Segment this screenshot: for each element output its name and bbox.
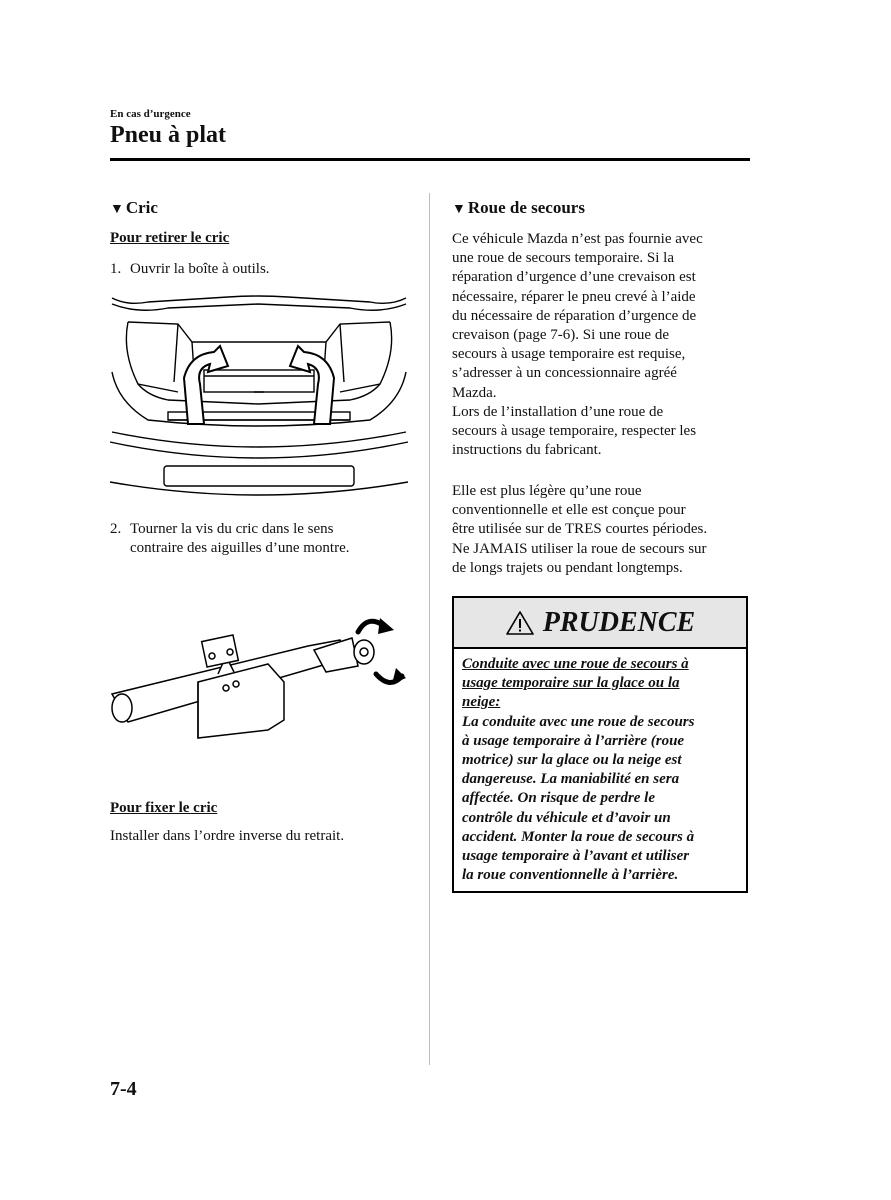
- step-1: 1. Ouvrir la boîte à outils.: [110, 261, 270, 277]
- caution-subtitle-line: usage temporaire sur la glace ou la: [462, 675, 680, 692]
- warning-triangle-icon: [505, 610, 535, 636]
- caution-subtitle-line: neige:: [462, 694, 501, 711]
- caution-header: [454, 598, 746, 649]
- page-number: 7-4: [110, 1078, 137, 1100]
- caution-subtitle-line: Conduite avec une roue de secours à: [462, 656, 689, 672]
- section-label: En cas d’urgence: [110, 108, 191, 120]
- spare-wheel-paragraph-1: Ce véhicule Mazda n’est pas fournie avec une roue de secours temporaire. Si la réparation d’urgence d’une crevaison est nécessaire, réparer le pneu crevé à l’aide du nécessaire de réparation d’urgence de crevaison (page 7-6). Si une roue de secours à usage temporaire est requise, s’adresser à un concessionnaire agréé Mazda. Lors de l’installation d’une roue de secours à usage temporaire, respecter les instructions du fabricant.: [452, 231, 703, 459]
- remove-jack-subheading: Pour retirer le cric: [110, 230, 230, 246]
- triangle-down-icon: ▼: [110, 202, 124, 217]
- column-divider: [429, 193, 430, 1065]
- spare-wheel-heading: ▼ Roue de secours: [452, 198, 585, 217]
- fix-jack-subheading: Pour fixer le cric: [110, 800, 218, 816]
- step-2: 2. Tourner la vis du cric dans le sens contraire des aiguilles d’une montre.: [110, 521, 350, 557]
- caution-box: [452, 596, 748, 893]
- caution-title: PRUDENCE: [542, 606, 696, 638]
- caution-body: Conduite avec une roue de secours à usage temporaire sur la glace ou la neige: La conduite avec une roue de secours à usage temporaire à l’arrière (roue motrice) sur la glace ou la neige est dangereuse. La maniabilité en sera affectée. On risque de perdre le contrôle du véhicule et d’avoir un accident. Monter la roue de secours à usage temporaire à l’avant et utiliser la roue conventionnelle à l’arrière.: [454, 649, 746, 885]
- trunk-toolbox-illustration: [108, 292, 410, 502]
- spare-wheel-paragraph-2: Elle est plus légère qu’une roue conventionnelle et elle est conçue pour être utilisée sur de TRES courtes périodes. Ne JAMAIS utiliser la roue de secours sur de longs trajets ou pendant longtemps.: [452, 483, 708, 576]
- jack-screw-illustration: [108, 610, 410, 750]
- title-rule: [110, 158, 750, 161]
- cric-heading: ▼ Cric: [110, 198, 158, 217]
- triangle-down-icon: ▼: [452, 202, 466, 217]
- fix-jack-text: Installer dans l’ordre inverse du retrait.: [110, 828, 345, 844]
- page-title: Pneu à plat: [110, 122, 227, 148]
